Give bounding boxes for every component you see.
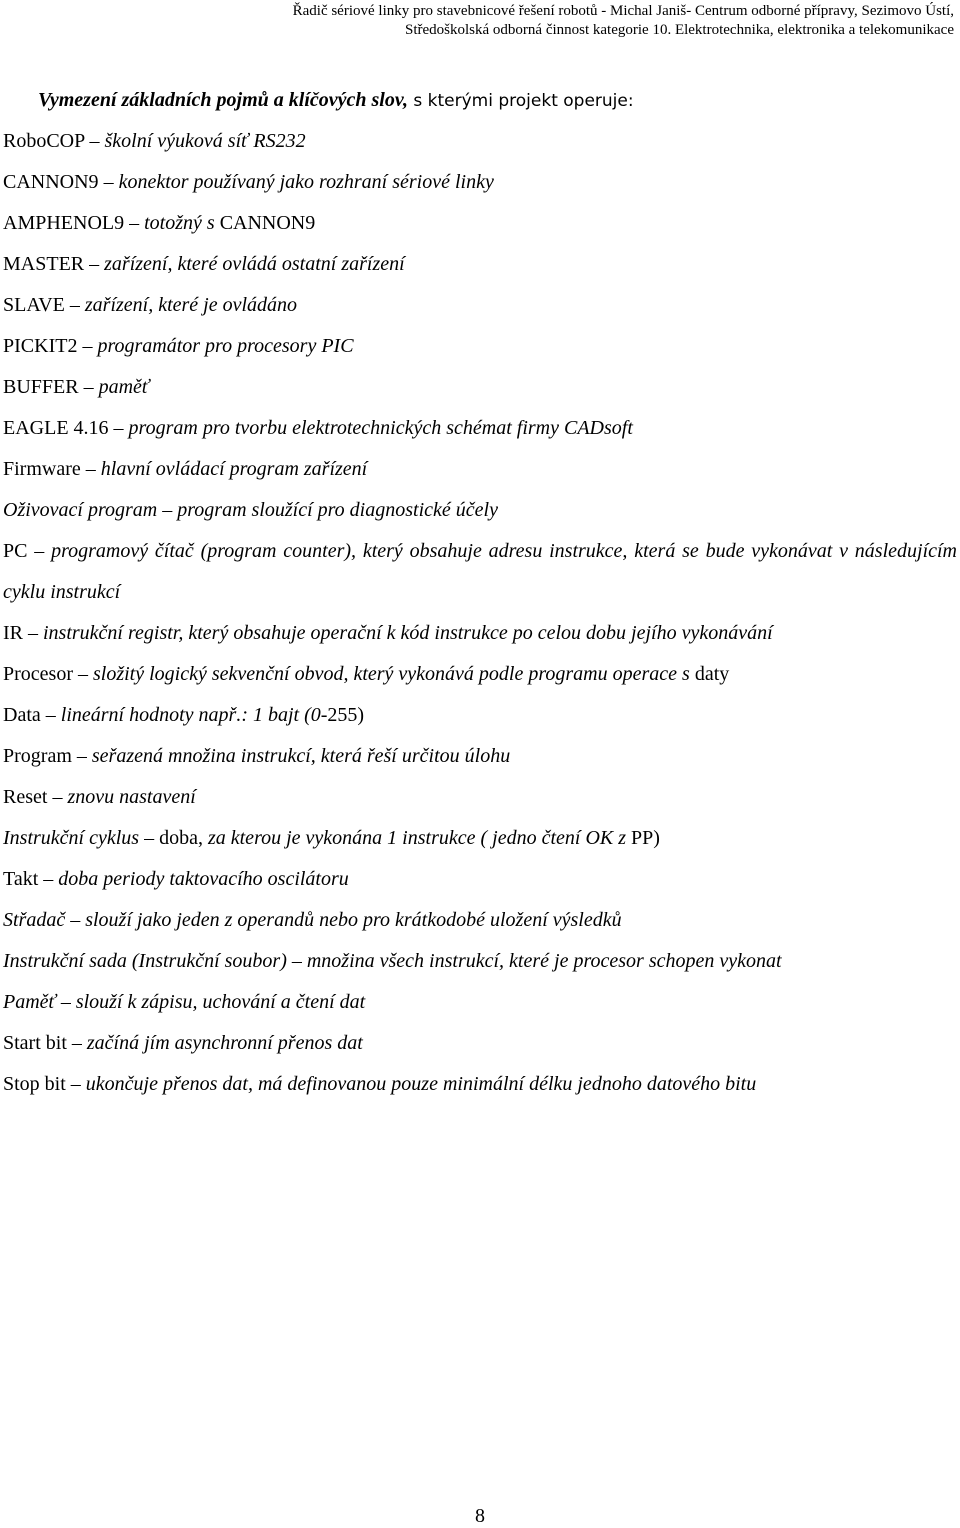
term-name: Střadač — [3, 909, 66, 931]
term-separator: – — [47, 786, 68, 808]
term-name: Data — [3, 704, 41, 726]
term-separator: – — [80, 458, 101, 480]
intro-rest: s kterými projekt operuje: — [407, 91, 634, 111]
term-name: Procesor — [3, 663, 73, 685]
term-line — [3, 203, 957, 244]
term-line — [3, 449, 957, 490]
term-name: BUFFER — [3, 376, 79, 398]
term-definition: slouží jako jeden z operandů nebo pro krátkodobé uložení výsledků — [85, 909, 622, 931]
term-tail: daty — [694, 663, 730, 685]
term-name: SLAVE — [3, 294, 65, 316]
term-definition: slouží k zápisu, uchování a čtení dat — [75, 991, 366, 1013]
term-tail: CANNON9 — [219, 212, 316, 234]
term-definition: hlavní ovládací program zařízení — [100, 458, 368, 480]
term-name: Reset — [3, 786, 48, 808]
term-line — [3, 777, 957, 818]
term-definition: paměť — [98, 376, 150, 398]
term-line — [3, 285, 957, 326]
term-name: Paměť — [3, 991, 56, 1013]
term-line — [3, 613, 957, 654]
term-name: PICKIT2 — [3, 335, 78, 357]
term-separator: – — [84, 130, 105, 152]
term-name: Stop bit — [3, 1073, 66, 1095]
term-definition: lineární hodnoty např.: 1 bajt (0- — [60, 704, 328, 726]
header-line-2: Středoškolská odborná činnost kategorie 10. Elektrotechnika, elektronika a telekomunikace — [405, 22, 954, 38]
term-definition: doba periody taktovacího oscilátoru — [58, 868, 349, 890]
term-list — [3, 121, 957, 1105]
term-definition: ukončuje přenos dat, má definovanou pouze minimální délku jednoho datového bitu — [85, 1073, 757, 1095]
term-name: CANNON9 — [3, 171, 99, 193]
term-separator: – — [65, 1073, 86, 1095]
term-definition: programový čítač (program counter), který obsahuje adresu instrukce, která se bude vykonávat v následujícím cyklu instrukcí — [3, 540, 957, 603]
term-separator: – — [40, 704, 61, 726]
term-separator: – — [64, 294, 85, 316]
term-line — [3, 859, 957, 900]
term-name: Oživovací program — [3, 499, 158, 521]
intro-bold: Vymezení základních pojmů a klíčových slov, — [38, 89, 408, 111]
term-separator: – — [98, 171, 119, 193]
term-name: MASTER — [3, 253, 85, 275]
term-definition: za kterou je vykonána 1 instrukce ( jedno čtení OK z — [207, 827, 632, 849]
term-separator: – — [139, 827, 160, 849]
term-line — [3, 695, 957, 736]
term-line — [3, 367, 957, 408]
term-definition: zařízení, které ovládá ostatní zařízení — [104, 253, 405, 275]
term-separator: – — [157, 499, 178, 521]
term-name: Start bit — [3, 1032, 67, 1054]
term-definition: zařízení, které je ovládáno — [84, 294, 298, 316]
term-definition: totožný s — [144, 212, 220, 234]
term-name: Program — [3, 745, 72, 767]
document-body — [3, 80, 957, 1105]
term-name: Takt — [3, 868, 39, 890]
term-separator: – — [84, 253, 105, 275]
page-number: 8 — [475, 1505, 485, 1527]
term-separator: – — [27, 540, 52, 562]
page-header — [0, 2, 960, 40]
term-name: EAGLE 4.16 — [3, 417, 109, 439]
term-line — [3, 162, 957, 203]
term-separator: – — [108, 417, 129, 439]
term-definition: složitý logický sekvenční obvod, který vykonává podle programu operace s — [92, 663, 695, 685]
term-separator: – — [55, 991, 76, 1013]
term-name: Instrukční cyklus — [3, 827, 140, 849]
term-definition: program pro tvorbu elektrotechnických schémat firmy CADsoft — [128, 417, 633, 439]
term-tail: 255) — [327, 704, 365, 726]
term-separator: – — [124, 212, 145, 234]
term-line — [3, 121, 957, 162]
term-name: AMPHENOL9 — [3, 212, 125, 234]
term-name: Firmware — [3, 458, 81, 480]
term-separator: – — [38, 868, 59, 890]
term-line — [3, 490, 957, 531]
term-name: RoboCOP — [3, 130, 85, 152]
term-separator: – — [72, 663, 93, 685]
term-line — [3, 982, 957, 1023]
term-separator: – — [23, 622, 43, 644]
term-line — [3, 531, 957, 613]
term-definition: množina všech instrukcí, které je procesor schopen vykonat — [306, 950, 782, 972]
term-definition: seřazená množina instrukcí, která řeší určitou úlohu — [91, 745, 511, 767]
term-definition: programátor pro procesory PIC — [97, 335, 354, 357]
term-line — [3, 900, 957, 941]
term-separator: – — [71, 745, 92, 767]
header-line-1: Řadič sériové linky pro stavebnicové řešení robotů - Michal Janiš- Centrum odborné přípravy, Sezimovo Ústí, — [292, 3, 954, 19]
term-line — [3, 244, 957, 285]
term-line — [3, 736, 957, 777]
term-line — [3, 941, 957, 982]
term-name: PC — [3, 540, 28, 562]
term-line — [3, 326, 957, 367]
term-name: Instrukční sada (Instrukční soubor) — [3, 950, 287, 972]
term-name: IR — [3, 622, 23, 644]
term-line — [3, 1064, 957, 1105]
term-definition: znovu nastavení — [67, 786, 196, 808]
term-definition: konektor používaný jako rozhraní sériové linky — [118, 171, 494, 193]
term-line — [3, 654, 957, 695]
term-definition: školní výuková síť RS232 — [104, 130, 306, 152]
term-definition: instrukční registr, který obsahuje operační k kód instrukce po celou dobu jejího vykonávání — [43, 622, 773, 644]
term-definition: program sloužící pro diagnostické účely — [177, 499, 498, 521]
term-mid: doba, — [159, 827, 208, 849]
term-line — [3, 818, 957, 859]
intro-line — [3, 80, 957, 121]
term-line — [3, 1023, 957, 1064]
term-separator: – — [66, 1032, 87, 1054]
term-separator: – — [65, 909, 86, 931]
term-separator: – — [78, 376, 99, 398]
term-line — [3, 408, 957, 449]
term-tail: PP) — [631, 827, 660, 849]
term-definition: začíná jím asynchronní přenos dat — [86, 1032, 363, 1054]
term-separator: – — [77, 335, 98, 357]
term-separator: – — [286, 950, 307, 972]
